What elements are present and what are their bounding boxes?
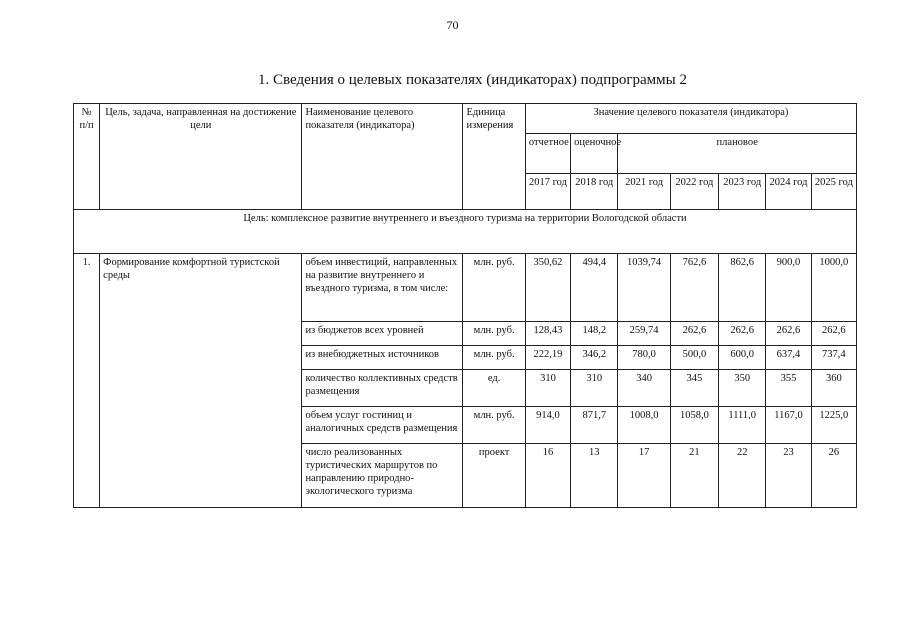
value-cell: 900,0: [766, 254, 811, 322]
value-cell: 350,62: [525, 254, 570, 322]
header-report: отчетное: [525, 134, 570, 174]
header-year: 2025 год: [811, 174, 856, 210]
value-cell: 360: [811, 370, 856, 407]
indicator-unit: млн. руб.: [463, 346, 525, 370]
value-cell: 26: [811, 444, 856, 508]
value-cell: 762,6: [670, 254, 718, 322]
value-cell: 1111,0: [719, 407, 766, 444]
value-cell: 914,0: [525, 407, 570, 444]
indicator-name: из бюджетов всех уровней: [302, 322, 463, 346]
indicator-unit: млн. руб.: [463, 322, 525, 346]
indicator-name: объем инвестиций, направленных на развитие внутреннего и въездного туризма, в том числе:: [302, 254, 463, 322]
value-cell: 1039,74: [618, 254, 670, 322]
value-cell: 262,6: [766, 322, 811, 346]
value-cell: 310: [571, 370, 618, 407]
indicator-name: объем услуг гостиниц и аналогичных средств размещения: [302, 407, 463, 444]
header-year: 2023 год: [719, 174, 766, 210]
value-cell: 780,0: [618, 346, 670, 370]
indicator-unit: проект: [463, 444, 525, 508]
indicator-name: количество коллективных средств размещения: [302, 370, 463, 407]
value-cell: 494,4: [571, 254, 618, 322]
header-num: № п/п: [74, 104, 100, 210]
value-cell: 262,6: [670, 322, 718, 346]
value-cell: 262,6: [719, 322, 766, 346]
value-cell: 310: [525, 370, 570, 407]
indicator-unit: ед.: [463, 370, 525, 407]
indicators-table: [73, 103, 857, 508]
header-year: 2018 год: [571, 174, 618, 210]
value-cell: 22: [719, 444, 766, 508]
header-values: Значение целевого показателя (индикатора): [525, 104, 856, 134]
value-cell: 148,2: [571, 322, 618, 346]
indicator-name: число реализованных туристических маршрутов по направлению природно-экологического туризма: [302, 444, 463, 508]
header-plan: плановое: [618, 134, 857, 174]
value-cell: 1225,0: [811, 407, 856, 444]
header-year: 2021 год: [618, 174, 670, 210]
goal-row: Цель: комплексное развитие внутреннего и въездного туризма на территории Вологодской области: [74, 210, 857, 254]
value-cell: 17: [618, 444, 670, 508]
value-cell: 13: [571, 444, 618, 508]
header-indicator: Наименование целевого показателя (индикатора): [302, 104, 463, 210]
value-cell: 737,4: [811, 346, 856, 370]
value-cell: 600,0: [719, 346, 766, 370]
value-cell: 1058,0: [670, 407, 718, 444]
header-year: 2017 год: [525, 174, 570, 210]
indicator-unit: млн. руб.: [463, 407, 525, 444]
value-cell: 1008,0: [618, 407, 670, 444]
value-cell: 1167,0: [766, 407, 811, 444]
header-year: 2022 год: [670, 174, 718, 210]
value-cell: 23: [766, 444, 811, 508]
value-cell: 16: [525, 444, 570, 508]
value-cell: 262,6: [811, 322, 856, 346]
value-cell: 259,74: [618, 322, 670, 346]
value-cell: 637,4: [766, 346, 811, 370]
value-cell: 500,0: [670, 346, 718, 370]
value-cell: 222,19: [525, 346, 570, 370]
value-cell: 345: [670, 370, 718, 407]
value-cell: 1000,0: [811, 254, 856, 322]
page-number: 70: [446, 18, 459, 32]
header-year: 2024 год: [766, 174, 811, 210]
indicator-unit: млн. руб.: [463, 254, 525, 322]
value-cell: 21: [670, 444, 718, 508]
value-cell: 128,43: [525, 322, 570, 346]
value-cell: 355: [766, 370, 811, 407]
value-cell: 346,2: [571, 346, 618, 370]
header-goal: Цель, задача, направленная на достижение цели: [100, 104, 302, 210]
indicator-name: из внебюджетных источников: [302, 346, 463, 370]
value-cell: 862,6: [719, 254, 766, 322]
task-num: 1.: [74, 254, 100, 508]
header-unit: Единица измерения: [463, 104, 525, 210]
header-estimate: оценочное: [571, 134, 618, 174]
document-title: 1. Сведения о целевых показателях (индикаторах) подпрограммы 2: [258, 72, 687, 88]
value-cell: 871,7: [571, 407, 618, 444]
value-cell: 350: [719, 370, 766, 407]
value-cell: 340: [618, 370, 670, 407]
task-text: Формирование комфортной туристской среды: [100, 254, 302, 508]
